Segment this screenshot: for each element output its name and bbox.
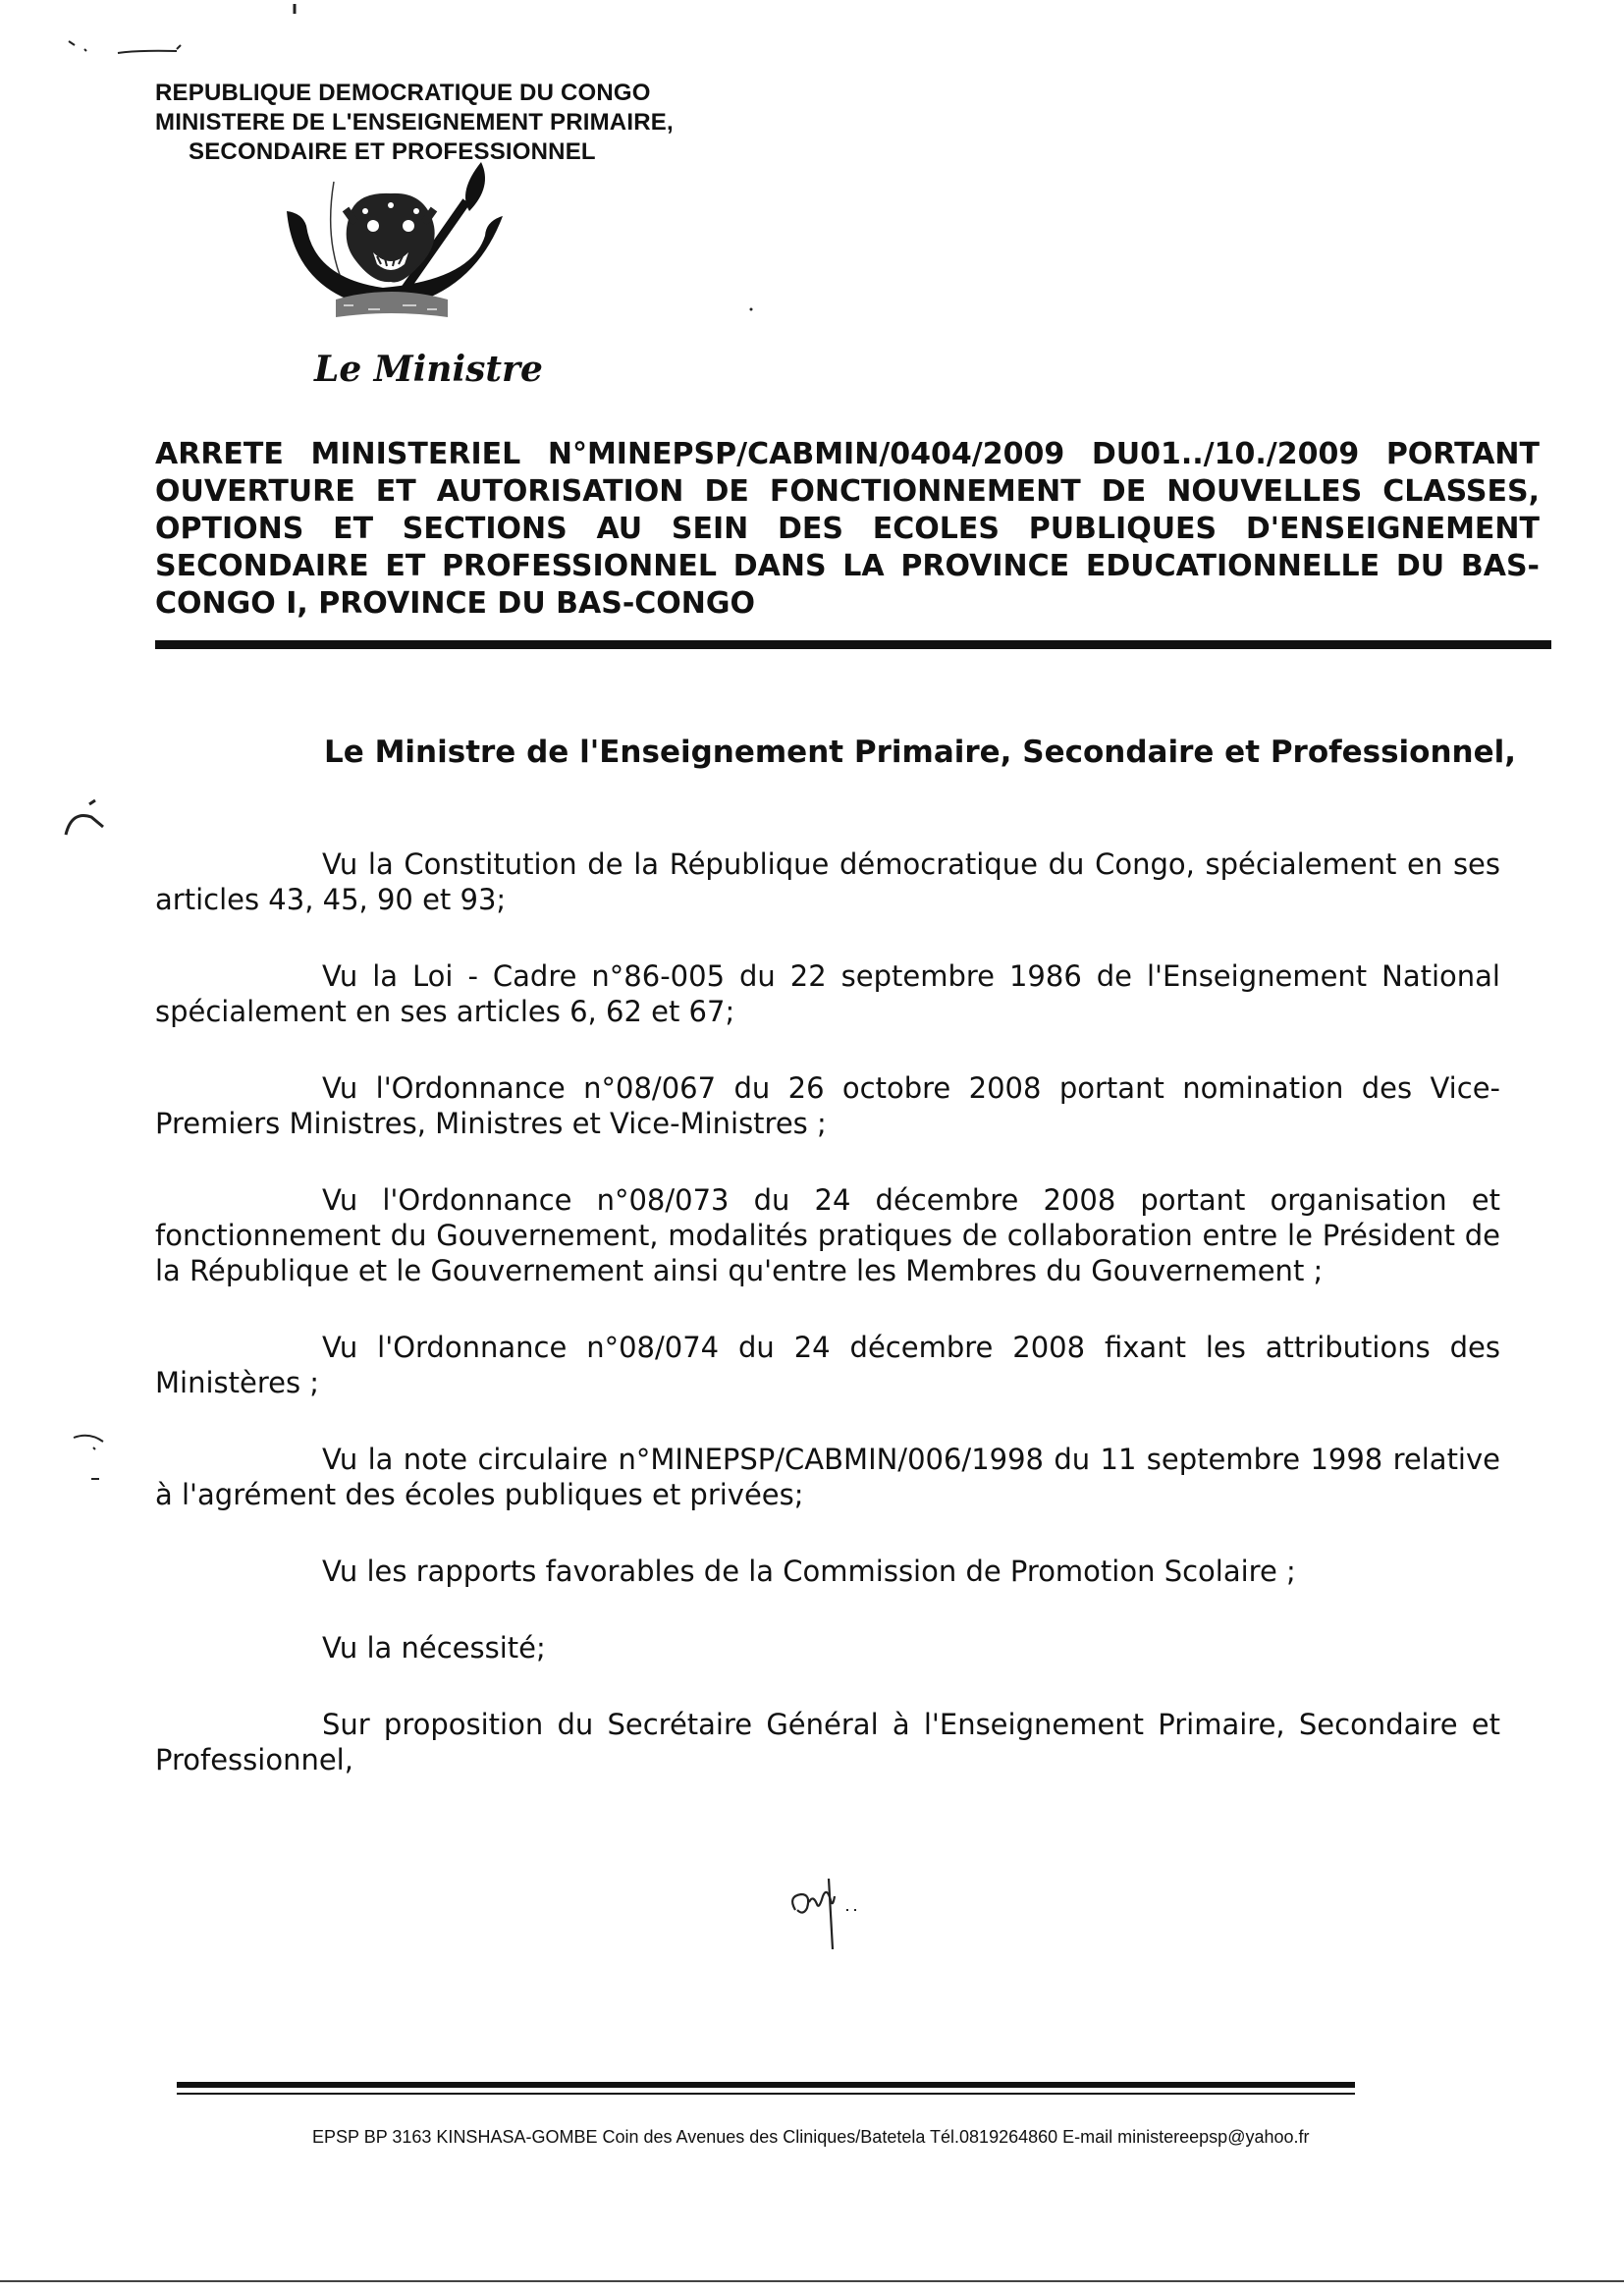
preamble-paragraph: Sur proposition du Secrétaire Général à l'Enseignement Primaire, Secondaire et Professionnel, xyxy=(155,1708,1500,1776)
preamble xyxy=(155,846,1500,1819)
preamble-paragraph: Vu l'Ordonnance n°08/074 du 24 décembre 2008 fixant les attributions des Ministères ; xyxy=(155,1331,1500,1399)
minister-heading: Le Ministre de l'Enseignement Primaire, Secondaire et Professionnel, xyxy=(324,735,1517,770)
coat-of-arms-icon xyxy=(275,162,520,334)
scan-dot xyxy=(285,0,304,20)
preamble-paragraph: Vu l'Ordonnance n°08/073 du 24 décembre 2008 portant organisation et fonctionnement du Gouvernement, modalités pratiques de collaboration entre le Président de la République et le Gouvernement ainsi qu'entre les Membres du Gouvernement ; xyxy=(155,1183,1500,1287)
footer-divider xyxy=(177,2082,1355,2088)
preamble-paragraph: Vu la Constitution de la République démocratique du Congo, spécialement en ses articles 43, 45, 90 et 93; xyxy=(155,847,1500,916)
scan-marks xyxy=(29,0,226,69)
ministry-name-line1: MINISTERE DE L'ENSEIGNEMENT PRIMAIRE, xyxy=(155,109,674,136)
preamble-paragraph: Vu la note circulaire n°MINEPSP/CABMIN/006/1998 du 11 septembre 1998 relative à l'agrément des écoles publiques et privées; xyxy=(155,1443,1500,1511)
footer-address: EPSP BP 3163 KINSHASA-GOMBE Coin des Avenues des Cliniques/Batetela Tél.0819264860 E-mail ministereepsp@yahoo.fr xyxy=(312,2127,1310,2147)
margin-mark xyxy=(54,791,113,849)
ministry-header xyxy=(155,79,674,167)
ministry-name-line2: SECONDAIRE ET PROFESSIONNEL xyxy=(189,138,596,165)
handwritten-initials xyxy=(776,1871,874,1959)
page-bottom-edge xyxy=(0,2280,1624,2282)
ministre-signature-block: Le Ministre xyxy=(314,349,543,390)
footer-divider-thin xyxy=(177,2093,1355,2095)
country-name: REPUBLIQUE DEMOCRATIQUE DU CONGO xyxy=(155,80,651,106)
preamble-paragraph: Vu la Loi - Cadre n°86-005 du 22 septembre 1986 de l'Enseignement National spécialement en ses articles 6, 62 et 67; xyxy=(155,959,1500,1028)
title-divider xyxy=(155,640,1551,649)
preamble-paragraph: Vu les rapports favorables de la Commission de Promotion Scolaire ; xyxy=(322,1555,1296,1588)
scan-dot xyxy=(746,304,756,314)
preamble-paragraph: Vu l'Ordonnance n°08/067 du 26 octobre 2008 portant nomination des Vice-Premiers Ministres, Ministres et Vice-Ministres ; xyxy=(155,1071,1500,1140)
preamble-paragraph: Vu la nécessité; xyxy=(322,1631,546,1665)
margin-mark xyxy=(64,1424,123,1493)
decree-title: ARRETE MINISTERIEL N°MINEPSP/CABMIN/0404/2009 DU01../10./2009 PORTANT OUVERTURE ET AUTORISATION DE FONCTIONNEMENT DE NOUVELLES CLASSES, OPTIONS ET SECTIONS AU SEIN DES ECOLES PUBLIQUES D'ENSEIGNEMENT SECONDAIRE ET PROFESSIONNEL DANS LA PROVINCE EDUCATIONNELLE DU BAS-CONGO I, PROVINCE DU BAS-CONGO xyxy=(155,437,1540,621)
